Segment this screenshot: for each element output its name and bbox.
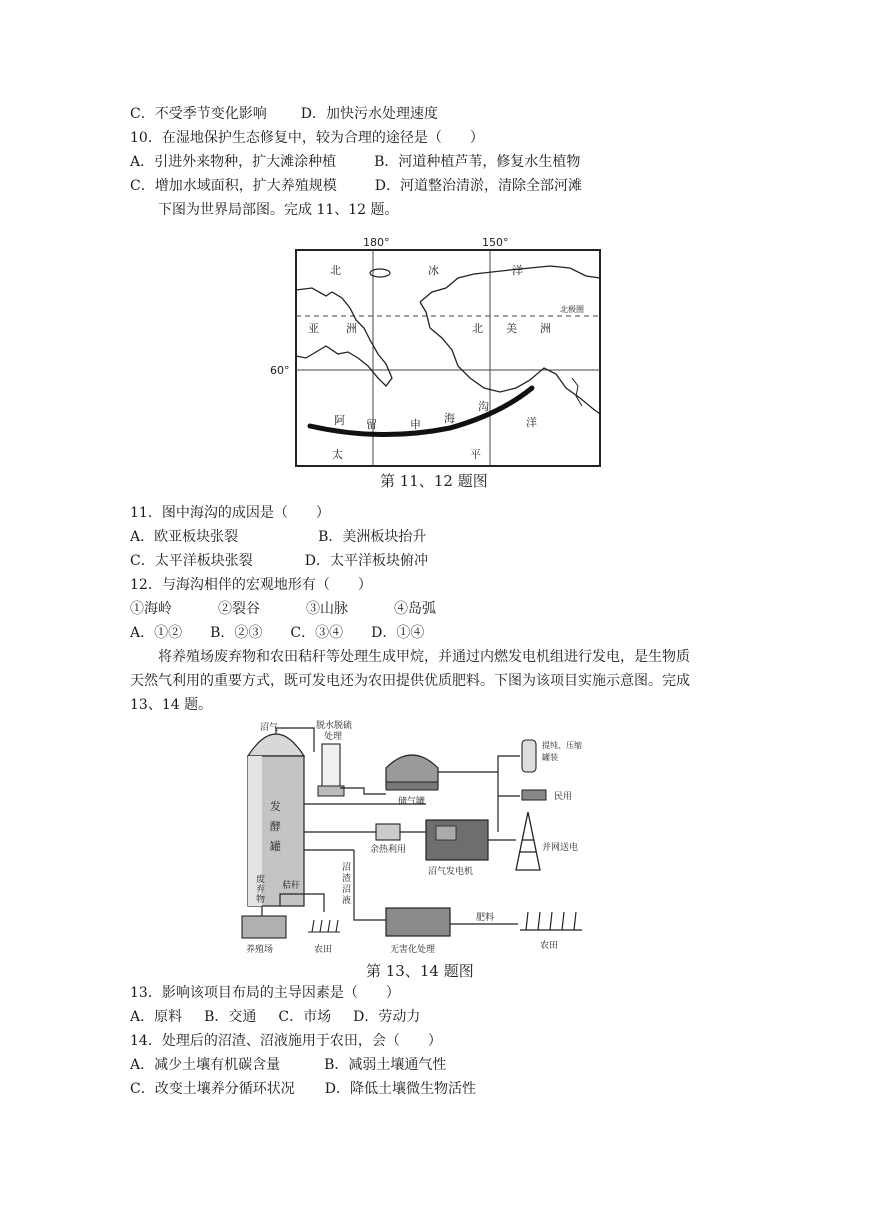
residue-char-3: 沼 bbox=[342, 885, 352, 895]
fermenter-top bbox=[248, 734, 304, 756]
map-ya: 亚 bbox=[308, 322, 319, 335]
para-13-14-line2: 天然气利用的重要方式，既可发电还为农田提供优质肥料。下图为该项目实施示意图。完成 bbox=[130, 673, 690, 689]
q12-stem: 12．与海沟相伴的宏观地形有（ ） bbox=[130, 577, 372, 593]
gas-tank bbox=[386, 755, 438, 786]
q13-option-c: C．市场 bbox=[278, 1009, 332, 1025]
q10-option-d: D．河道整治清淤，清除全部河滩 bbox=[374, 178, 582, 194]
q12-item-2: ②裂谷 bbox=[218, 601, 260, 617]
q9-option-d: D．加快污水处理速度 bbox=[300, 106, 438, 122]
q14-options-cd bbox=[130, 1079, 476, 1099]
q9-option-c: C．不受季节变化影响 bbox=[130, 106, 267, 122]
generator-label: 沼气发电机 bbox=[428, 867, 474, 877]
residue-char-2: 渣 bbox=[342, 874, 352, 884]
q13-stem: 13．影响该项目布局的主导因素是（ ） bbox=[130, 985, 400, 1001]
residue-char-1: 沼 bbox=[342, 863, 352, 873]
heat-exchanger bbox=[376, 824, 400, 840]
map-yang1: 洋 bbox=[512, 264, 523, 277]
treatment-tank bbox=[386, 908, 450, 936]
ferment-char-3: 罐 bbox=[270, 840, 281, 853]
q12-items bbox=[130, 599, 436, 619]
compress-label-1: 提纯、压缩 bbox=[542, 741, 582, 750]
q11-options-ab bbox=[130, 527, 426, 547]
q14-stem: 14．处理后的沼渣、沼液施用于农田，会（ ） bbox=[130, 1033, 442, 1049]
field-1-plants bbox=[308, 920, 340, 932]
map-gou: 沟 bbox=[478, 400, 489, 413]
compress-cylinder bbox=[522, 740, 536, 772]
tank-label: 储气罐 bbox=[398, 797, 426, 807]
farm-building bbox=[242, 916, 286, 938]
lon-150-label: 150° bbox=[482, 236, 509, 249]
dewater-column bbox=[322, 744, 340, 790]
map-yang2: 洋 bbox=[526, 416, 537, 429]
map-mei: 美 bbox=[506, 322, 517, 335]
power-tower bbox=[516, 812, 540, 870]
lat-60-label: 60° bbox=[270, 364, 290, 377]
civil-label: 民用 bbox=[554, 792, 573, 802]
biogas-diagram bbox=[236, 720, 616, 982]
arctic-circle-label: 北极圈 bbox=[560, 305, 584, 314]
para-13-14-line3: 13、14 题。 bbox=[130, 697, 213, 713]
map-zhou2: 洲 bbox=[540, 322, 551, 335]
q12-option-b: B．②③ bbox=[210, 625, 263, 641]
waste-char-1: 废 bbox=[256, 875, 266, 885]
q10-option-c: C．增加水域面积，扩大养殖规模 bbox=[130, 178, 337, 194]
q12-item-4: ④岛弧 bbox=[394, 601, 436, 617]
field-2-plants bbox=[520, 912, 582, 930]
lon-180-label: 180° bbox=[363, 236, 390, 249]
map-tai: 太 bbox=[332, 448, 343, 461]
q12-option-c: C．③④ bbox=[290, 625, 344, 641]
diagram-caption: 第 13、14 题图 bbox=[366, 962, 474, 980]
q10-option-b: B．河道种植芦苇，修复水生植物 bbox=[374, 154, 581, 170]
map-hai: 海 bbox=[444, 412, 455, 425]
dewater-label-2: 处理 bbox=[324, 732, 343, 742]
heat-label: 余热利用 bbox=[370, 845, 407, 855]
q11-option-c: C．太平洋板块张裂 bbox=[130, 553, 253, 569]
waste-char-2: 弃 bbox=[256, 885, 266, 895]
grid-label: 并网送电 bbox=[542, 843, 579, 853]
q10-option-a: A．引进外来物种，扩大滩涂种植 bbox=[130, 154, 337, 170]
q14-option-b: B．减弱土壤通气性 bbox=[324, 1057, 447, 1073]
farm-label: 养殖场 bbox=[246, 945, 274, 955]
civil-stove bbox=[522, 790, 546, 800]
q14-options-ab bbox=[130, 1055, 446, 1075]
field-2-label: 农田 bbox=[540, 941, 559, 951]
q11-stem: 11．图中海沟的成因是（ ） bbox=[130, 505, 330, 521]
q12-option-a: A．①② bbox=[130, 625, 183, 641]
field-1-label: 农田 bbox=[314, 945, 333, 955]
q11-option-d: D．太平洋板块俯冲 bbox=[304, 553, 428, 569]
map-liu: 留 bbox=[366, 418, 377, 431]
q12-item-3: ③山脉 bbox=[306, 601, 348, 617]
map-caption: 第 11、12 题图 bbox=[380, 472, 488, 490]
map-ping: 平 bbox=[470, 448, 481, 461]
q13-option-a: A．原料 bbox=[130, 1009, 183, 1025]
q13-option-d: D．劳动力 bbox=[353, 1009, 421, 1025]
q9-options bbox=[130, 104, 438, 124]
q10-options-cd bbox=[130, 176, 582, 196]
q13-option-b: B．交通 bbox=[204, 1009, 257, 1025]
intro-11-12: 下图为世界局部图。完成 11、12 题。 bbox=[158, 202, 399, 218]
q13-options bbox=[130, 1007, 420, 1027]
map-bing: 冰 bbox=[428, 264, 439, 277]
q14-option-a: A．减少土壤有机碳含量 bbox=[130, 1057, 281, 1073]
straw-label: 秸秆 bbox=[282, 881, 301, 891]
map-figure bbox=[260, 228, 610, 498]
q10-options-ab bbox=[130, 152, 580, 172]
generator bbox=[426, 820, 488, 860]
map-bei: 北 bbox=[330, 264, 341, 277]
q11-option-a: A．欧亚板块张裂 bbox=[130, 529, 239, 545]
biogas-label: 沼气 bbox=[260, 723, 279, 733]
ferment-char-2: 酵 bbox=[270, 820, 281, 833]
dewater-label-1: 脱水脱硫 bbox=[316, 721, 353, 731]
q11-option-b: B．美洲板块抬升 bbox=[318, 529, 427, 545]
q12-item-1: ①海岭 bbox=[130, 601, 172, 617]
para-13-14-line1: 将养殖场废弃物和农田秸秆等处理生成甲烷，并通过内燃发电机组进行发电，是生物质 bbox=[158, 649, 690, 665]
fertilizer-label: 肥料 bbox=[476, 913, 495, 923]
q10-stem: 10．在湿地保护生态修复中，较为合理的途径是（ ） bbox=[130, 130, 484, 146]
q14-option-d: D．降低土壤微生物活性 bbox=[324, 1081, 476, 1097]
q11-options-cd bbox=[130, 551, 428, 571]
q14-option-c: C．改变土壤养分循环状况 bbox=[130, 1081, 295, 1097]
waste-char-3: 物 bbox=[256, 895, 266, 905]
map-zhou1: 洲 bbox=[346, 322, 357, 335]
residue-char-4: 液 bbox=[342, 896, 352, 906]
q12-options bbox=[130, 623, 424, 643]
q12-option-d: D．①④ bbox=[371, 625, 425, 641]
harmless-label: 无害化处理 bbox=[390, 945, 436, 955]
map-bei2: 北 bbox=[472, 322, 483, 335]
compress-label-2: 罐装 bbox=[542, 753, 558, 762]
map-shen: 申 bbox=[410, 418, 421, 431]
ferment-char-1: 发 bbox=[270, 800, 281, 813]
map-a: 阿 bbox=[334, 414, 345, 427]
